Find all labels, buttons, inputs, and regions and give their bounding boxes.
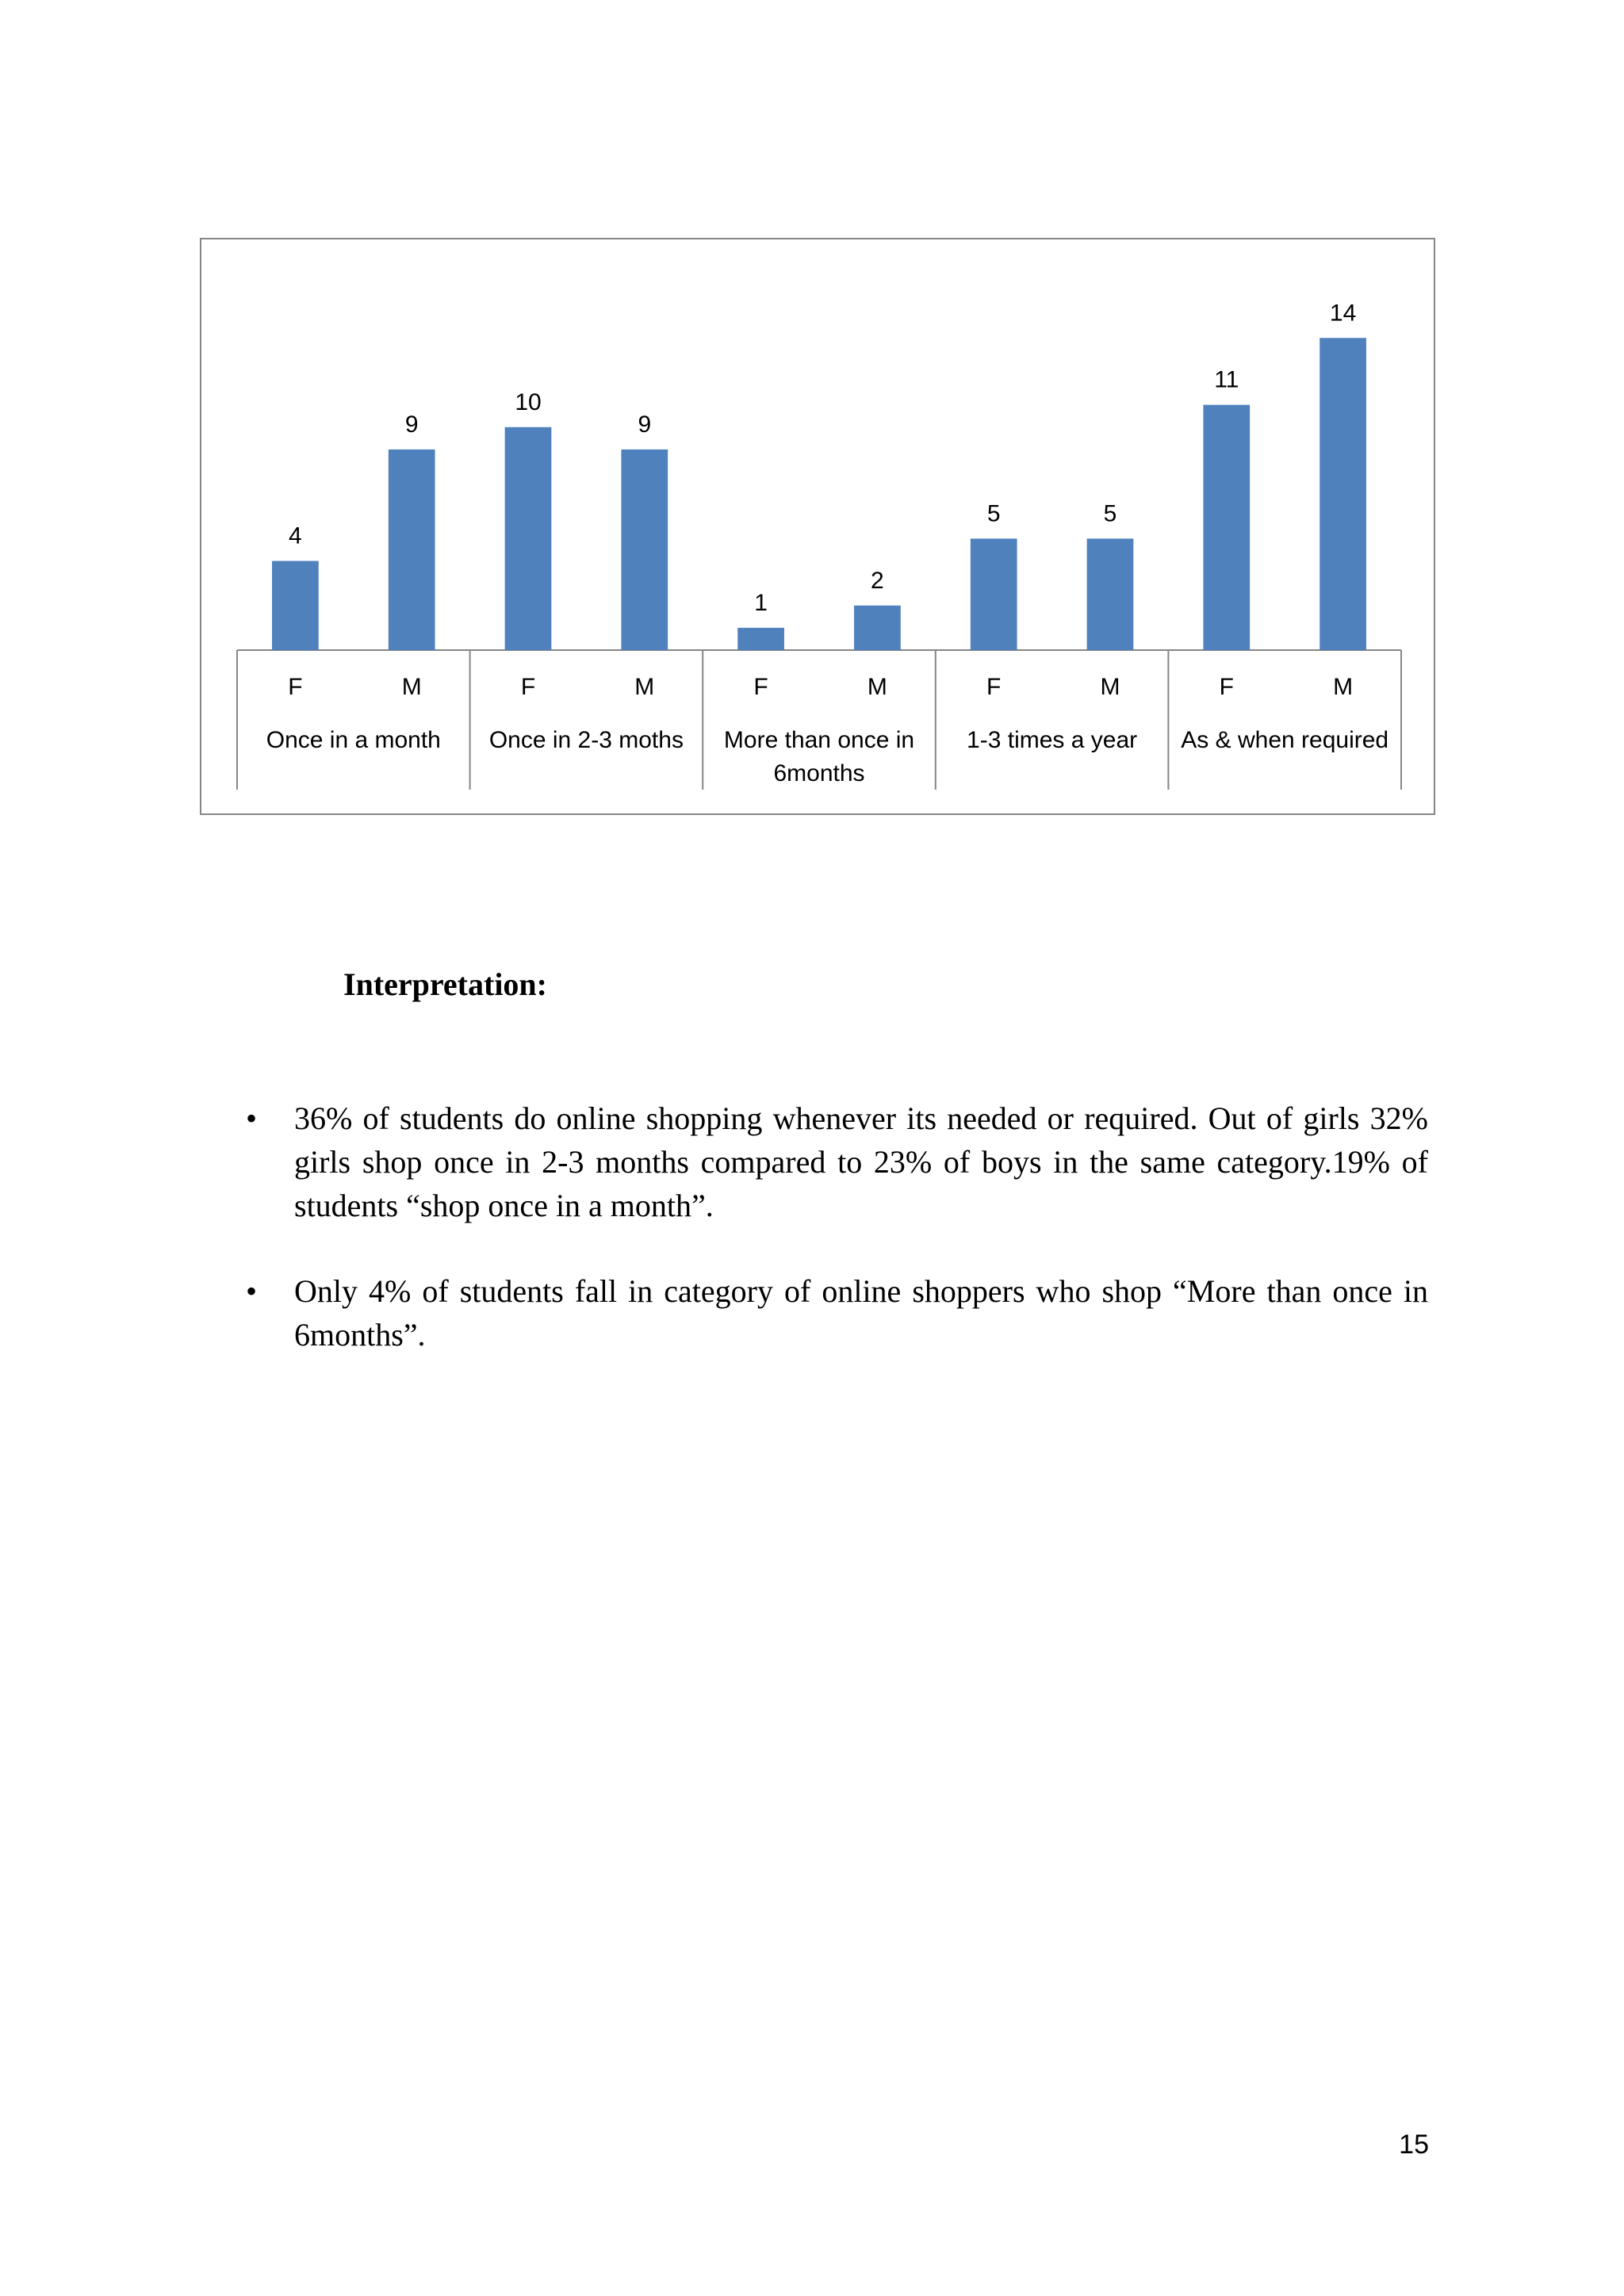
- data-label: 11: [1214, 366, 1239, 393]
- bar-m-1: [389, 450, 435, 650]
- bar-m-3: [854, 606, 901, 650]
- data-label: 14: [1329, 300, 1357, 327]
- group-label: 1-3 times a year: [967, 727, 1138, 753]
- data-label: 10: [515, 388, 542, 415]
- bar-m-2: [621, 450, 668, 650]
- interpretation-heading: Interpretation:: [343, 966, 547, 1002]
- group-label: 6months: [773, 760, 865, 786]
- bar-m-4: [1087, 538, 1134, 650]
- bar-f-1: [272, 561, 319, 651]
- bullet-marker-2: •: [246, 1273, 258, 1309]
- bar-f-2: [505, 427, 552, 650]
- group-label: As & when required: [1181, 727, 1389, 753]
- bullet-text-2: Only 4% of students fall in category of online shoppers who shop “More than once in 6months”.: [294, 1273, 1428, 1353]
- page-number: 15: [1399, 2130, 1429, 2160]
- data-label: 5: [1103, 500, 1117, 527]
- sub-tick-label: M: [634, 674, 655, 700]
- sub-tick-label: F: [520, 674, 536, 700]
- data-label: 5: [986, 500, 1001, 527]
- sub-tick-label: M: [1333, 674, 1354, 700]
- bar-chart: [200, 238, 1435, 815]
- bar-f-4: [971, 538, 1017, 650]
- group-label: Once in 2-3 moths: [488, 727, 684, 753]
- sub-tick-label: F: [288, 674, 303, 700]
- data-label: 1: [754, 589, 768, 616]
- chart-svg: [201, 239, 1434, 813]
- group-label: Once in a month: [266, 727, 441, 753]
- sub-tick-label: M: [1100, 674, 1120, 700]
- data-label: 9: [404, 411, 419, 438]
- sub-tick-label: M: [401, 674, 422, 700]
- group-label: More than once in: [723, 727, 915, 753]
- sub-tick-label: F: [1219, 674, 1234, 700]
- data-label: 2: [871, 567, 884, 594]
- bullet-marker-1: •: [246, 1100, 258, 1136]
- data-label: 4: [289, 522, 302, 549]
- bar-f-3: [737, 628, 784, 650]
- sub-tick-label: F: [753, 674, 768, 700]
- data-label: 9: [638, 411, 652, 438]
- sub-tick-label: M: [867, 674, 887, 700]
- bar-m-5: [1320, 338, 1366, 650]
- bullet-text-1: 36% of students do online shopping whenever its needed or required. Out of girls 32% girls shop once in 2-3 months compared to 23% of boys in the same category.19% of students “shop once in a month”.: [294, 1100, 1428, 1223]
- sub-tick-label: F: [986, 674, 1002, 700]
- bar-f-5: [1203, 405, 1250, 650]
